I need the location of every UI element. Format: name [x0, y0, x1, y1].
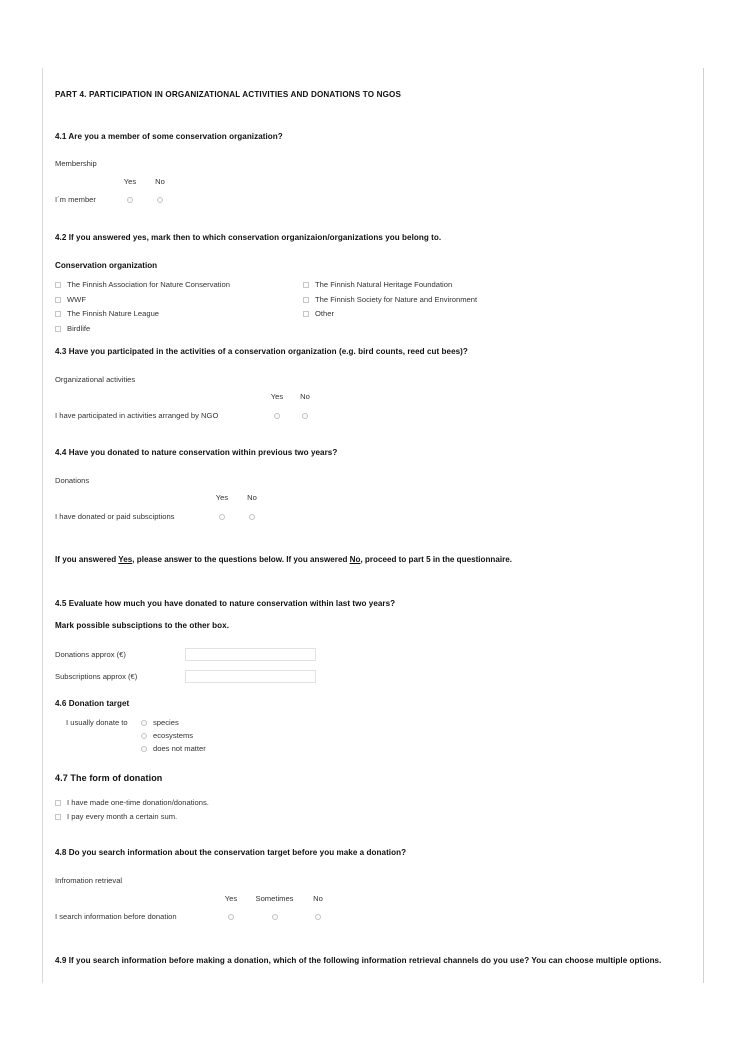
radio-icon[interactable]: [157, 197, 163, 203]
column-header-yes: Yes: [215, 493, 229, 503]
checkbox-icon[interactable]: [55, 297, 61, 303]
list-item[interactable]: [55, 307, 303, 322]
option-label: ecosystems: [153, 731, 194, 741]
question-4-2-options: [55, 278, 693, 336]
column-header-no: No: [300, 392, 310, 402]
radio-cell-no[interactable]: [145, 194, 175, 205]
question-4-1-group-label: Membership: [55, 159, 97, 169]
question-4-1-heading: 4.1 Are you a member of some conservation organization?: [55, 131, 283, 141]
row-label-usually-donate-to: I usually donate to: [66, 718, 128, 728]
column-header-yes: Yes: [270, 392, 284, 402]
branching-instruction: [55, 554, 693, 566]
field-row-subscriptions: [55, 670, 693, 683]
radio-icon[interactable]: [127, 197, 133, 203]
radio-icon[interactable]: [141, 746, 147, 752]
radio-icon[interactable]: [249, 514, 255, 520]
list-item[interactable]: [55, 321, 303, 336]
list-item[interactable]: [55, 278, 303, 293]
radio-icon[interactable]: [228, 914, 234, 920]
radio-icon[interactable]: [219, 514, 225, 520]
radio-cell-yes[interactable]: [115, 194, 145, 205]
question-4-4-group-label: Donations: [55, 475, 90, 485]
matrix-header-row: [55, 893, 693, 904]
radio-cell-sometimes[interactable]: [252, 911, 297, 922]
options-column-right: [303, 278, 563, 336]
list-item[interactable]: [303, 292, 563, 307]
column-header-yes: Yes: [123, 176, 137, 186]
list-item[interactable]: [55, 795, 693, 810]
options-column-left: [55, 278, 303, 336]
question-4-8-matrix: [55, 893, 693, 923]
list-item[interactable]: [303, 278, 563, 293]
question-4-8-group-label: Infromation retrieval: [55, 876, 123, 886]
checkbox-icon[interactable]: [55, 800, 61, 806]
question-4-5-fields: [55, 648, 693, 683]
radio-cell-yes[interactable]: [263, 410, 291, 421]
row-label-participated: I have participated in activities arranged by NGO: [55, 410, 219, 420]
note-part-1: If you answered: [55, 555, 119, 565]
option-label: Other: [315, 309, 334, 319]
list-item[interactable]: [141, 716, 693, 729]
option-label: species: [153, 718, 179, 728]
radio-cell-yes[interactable]: [210, 911, 252, 922]
field-row-donations: [55, 648, 693, 661]
row-label-donated: I have donated or paid subsciptions: [55, 511, 175, 521]
matrix-option-row: [55, 911, 693, 922]
field-label-donations: Donations approx (€): [55, 650, 126, 660]
matrix-option-row: [55, 511, 693, 522]
field-label-subscriptions: Subscriptions approx (€): [55, 672, 138, 682]
list-item[interactable]: [141, 729, 693, 742]
note-part-2: , please answer to the questions below. If you answered: [132, 555, 350, 565]
matrix-option-row: [55, 410, 693, 421]
column-header-no: No: [313, 893, 323, 903]
question-4-4-heading: 4.4 Have you donated to nature conservation within previous two years?: [55, 448, 338, 458]
column-header-no: No: [155, 176, 165, 186]
checkbox-icon[interactable]: [55, 326, 61, 332]
question-4-7-heading: 4.7 The form of donation: [55, 773, 163, 784]
option-label: Birdlife: [67, 323, 91, 333]
radio-cell-no[interactable]: [291, 410, 319, 421]
radio-cell-no[interactable]: [297, 911, 339, 922]
radio-options: [141, 716, 693, 755]
document-page: [42, 68, 704, 983]
radio-icon[interactable]: [315, 914, 321, 920]
note-part-3: , proceed to part 5 in the questionnaire.: [360, 555, 512, 565]
option-label: The Finnish Association for Nature Conservation: [67, 280, 230, 290]
page-title: PART 4. PARTICIPATION IN ORGANIZATIONAL ACTIVITIES AND DONATIONS TO NGOS: [55, 90, 402, 99]
question-4-7-options: [55, 795, 693, 824]
radio-icon[interactable]: [141, 720, 147, 726]
radio-icon[interactable]: [302, 413, 308, 419]
checkbox-icon[interactable]: [55, 814, 61, 820]
matrix-header-row: [55, 492, 693, 503]
note-emphasis-no: No: [349, 555, 361, 565]
list-item[interactable]: [55, 810, 693, 825]
matrix-header-row: [55, 391, 693, 402]
column-header-yes: Yes: [224, 893, 238, 903]
question-4-2-heading: 4.2 If you answered yes, mark then to which conservation organizaion/organizations you belong to.: [55, 232, 442, 242]
question-4-3-matrix: [55, 391, 693, 421]
checkbox-icon[interactable]: [303, 311, 309, 317]
option-label: The Finnish Natural Heritage Foundation: [315, 280, 453, 290]
subscriptions-approx-input[interactable]: [185, 670, 316, 683]
row-label-im-member: I´m member: [55, 195, 96, 205]
question-4-8-heading: 4.8 Do you search information about the conservation target before you make a donation?: [55, 848, 407, 858]
question-4-6-heading: 4.6 Donation target: [55, 699, 130, 709]
question-4-1-matrix: [55, 176, 693, 206]
radio-icon[interactable]: [272, 914, 278, 920]
question-4-3-group-label: Organizational activities: [55, 374, 136, 384]
list-item[interactable]: [303, 307, 563, 322]
list-item[interactable]: [141, 742, 693, 755]
donations-approx-input[interactable]: [185, 648, 316, 661]
matrix-header-row: [55, 176, 693, 187]
option-label: The Finnish Nature League: [67, 309, 160, 319]
column-header-no: No: [247, 493, 257, 503]
checkbox-icon[interactable]: [303, 282, 309, 288]
radio-icon[interactable]: [141, 733, 147, 739]
radio-cell-yes[interactable]: [207, 511, 237, 522]
checkbox-icon[interactable]: [55, 311, 61, 317]
note-emphasis-yes: Yes: [118, 555, 133, 565]
question-4-2-group-label: Conservation organization: [55, 261, 158, 271]
list-item[interactable]: [55, 292, 303, 307]
checkbox-icon[interactable]: [55, 282, 61, 288]
option-label: The Finnish Society for Nature and Environment: [315, 294, 478, 304]
question-4-9-heading: 4.9 If you search information before making a donation, which of the following information retrieval channels do you use? You can choose multiple options.: [55, 955, 662, 965]
matrix-option-row: [55, 194, 693, 205]
option-label: does not matter: [153, 744, 206, 754]
radio-icon[interactable]: [274, 413, 280, 419]
question-4-4-matrix: [55, 492, 693, 522]
question-4-5-subheading: Mark possible subsciptions to the other box.: [55, 620, 229, 630]
column-header-sometimes: Sometimes: [255, 893, 294, 903]
page-content: [55, 90, 693, 966]
question-4-3-heading: 4.3 Have you participated in the activities of a conservation organization (e.g. bird counts, reed cut bees)?: [55, 346, 468, 356]
checkbox-icon[interactable]: [303, 297, 309, 303]
option-label: I pay every month a certain sum.: [67, 812, 178, 822]
option-label: WWF: [67, 294, 86, 304]
option-label: I have made one-time donation/donations.: [67, 797, 209, 807]
question-4-6-radio-group: [55, 716, 693, 755]
radio-cell-no[interactable]: [237, 511, 267, 522]
row-label-search-information: I search information before donation: [55, 912, 177, 922]
question-4-5-heading: 4.5 Evaluate how much you have donated to nature conservation within last two years?: [55, 598, 396, 608]
